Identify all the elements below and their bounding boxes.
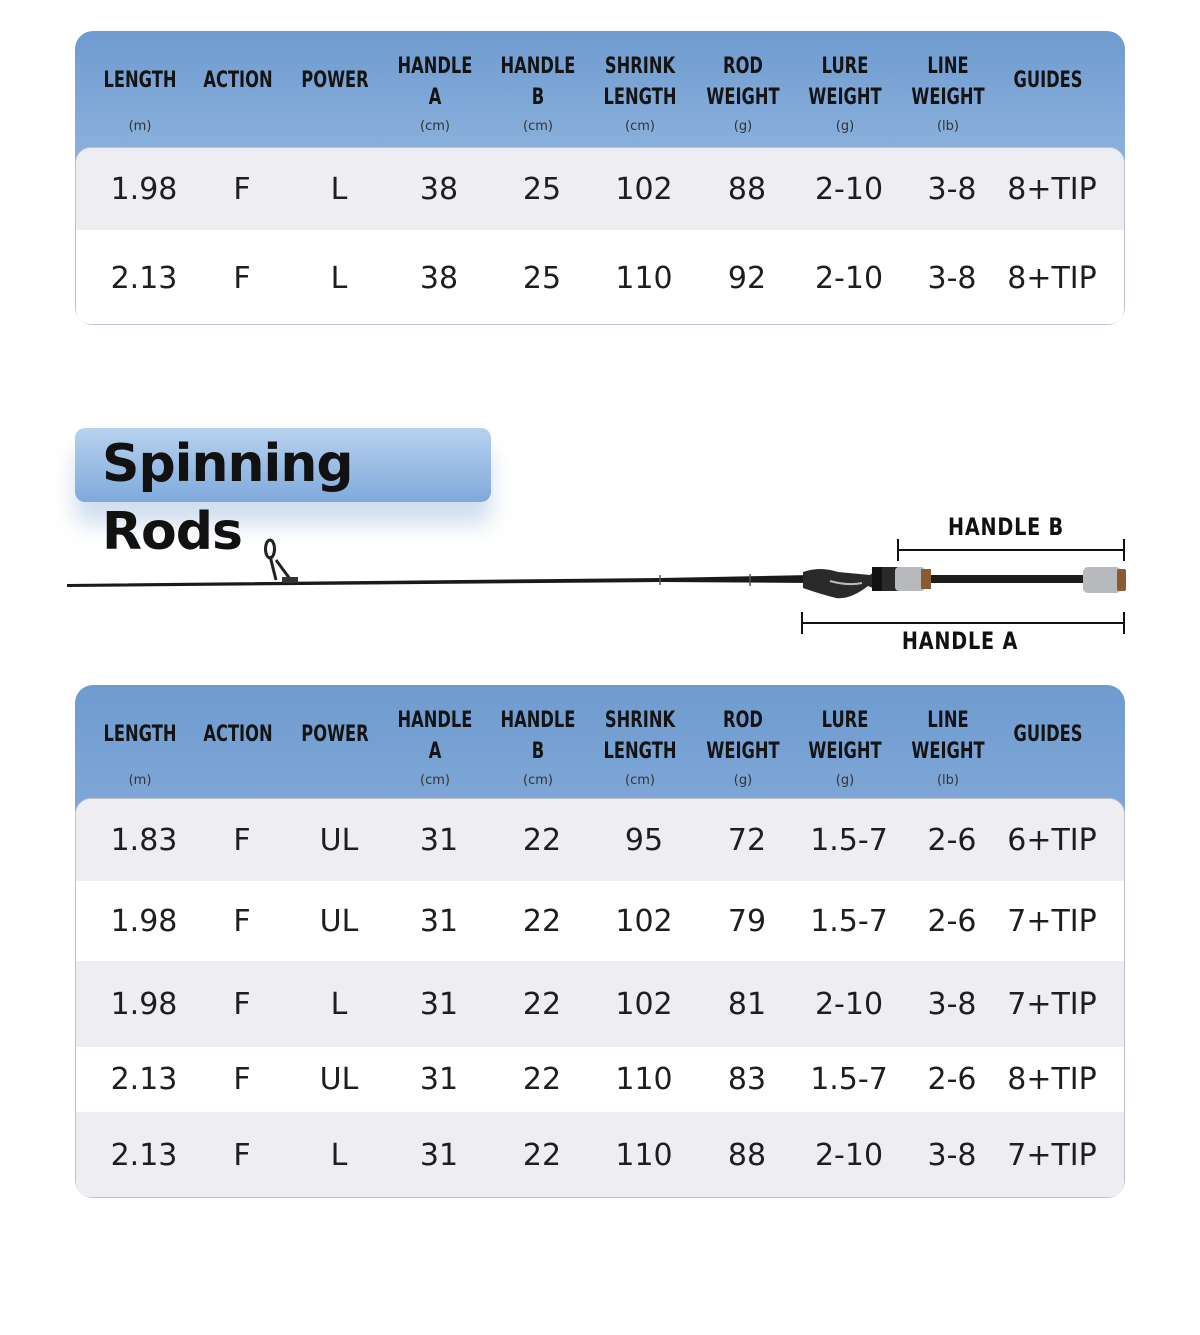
table-cell: 7+TIP — [1007, 903, 1097, 939]
section-title-badge — [75, 428, 491, 562]
table-cell: F — [233, 171, 251, 207]
table-cell: 31 — [419, 822, 459, 858]
table-cell: 1.5-7 — [810, 1062, 888, 1097]
table-row — [76, 148, 1124, 230]
column-header — [998, 31, 1098, 147]
table-cell: 110 — [615, 1062, 673, 1097]
spec-table-bottom — [75, 685, 1125, 1198]
column-header-unit: (g) — [835, 119, 855, 134]
column-header-label: LURE WEIGHT — [808, 708, 882, 764]
column-header-label: ACTION — [203, 722, 273, 747]
table-header — [75, 685, 1125, 801]
column-header — [90, 685, 190, 801]
column-header-label: HANDLE A — [397, 708, 473, 764]
column-header-unit: (lb) — [936, 773, 959, 788]
column-header — [188, 685, 288, 801]
column-header-label: POWER — [301, 722, 369, 747]
column-header-unit: (cm) — [523, 119, 553, 134]
table-cell: 2-10 — [814, 171, 884, 207]
handle-shaft — [931, 575, 1085, 583]
table-cell: 8+TIP — [1007, 260, 1097, 296]
column-header-unit: (m) — [128, 119, 152, 134]
column-header — [898, 685, 998, 801]
column-header — [285, 685, 385, 801]
table-cell: 81 — [727, 986, 767, 1022]
table-cell: 31 — [419, 1137, 459, 1173]
column-header-unit: (cm) — [523, 773, 553, 788]
table-cell: F — [233, 903, 251, 939]
column-header-label: SHRINK LENGTH — [603, 54, 677, 110]
table-cell: 7+TIP — [1007, 986, 1097, 1022]
rod-diagram — [0, 530, 1200, 640]
rod-blank — [67, 574, 810, 587]
column-header-unit: (g) — [733, 773, 753, 788]
spec-table-top — [75, 31, 1125, 325]
table-cell: 38 — [419, 171, 459, 207]
table-cell: 1.98 — [110, 986, 178, 1022]
column-header — [488, 31, 588, 147]
column-header-label: LENGTH — [103, 722, 177, 747]
table-cell: L — [330, 260, 348, 296]
handle-a-dimension — [802, 612, 1124, 634]
column-header-unit: (m) — [128, 773, 152, 788]
table-cell: 2-10 — [814, 1137, 884, 1173]
column-header — [285, 31, 385, 147]
column-header — [488, 685, 588, 801]
table-cell: 3-8 — [927, 1137, 977, 1173]
table-row — [76, 961, 1124, 1047]
table-cell: 1.83 — [110, 822, 178, 858]
column-header-label: ACTION — [203, 68, 273, 93]
table-cell: 83 — [727, 1062, 767, 1097]
column-header-unit: (lb) — [936, 119, 959, 134]
table-body — [75, 147, 1125, 325]
reel-seat — [803, 567, 900, 598]
column-header-unit: (g) — [835, 773, 855, 788]
column-header-label: HANDLE B — [500, 708, 576, 764]
table-cell: 1.98 — [110, 171, 178, 207]
table-cell: 31 — [419, 903, 459, 939]
table-cell: 22 — [522, 822, 562, 858]
column-header — [188, 31, 288, 147]
table-cell: L — [330, 1137, 348, 1173]
table-cell: 110 — [615, 260, 673, 296]
table-cell: 38 — [419, 260, 459, 296]
column-header-unit: (cm) — [420, 119, 450, 134]
table-cell: 31 — [419, 986, 459, 1022]
table-cell: 1.98 — [110, 903, 178, 939]
table-cell: 25 — [522, 260, 562, 296]
table-body — [75, 798, 1125, 1198]
column-header — [590, 685, 690, 801]
table-cell: 7+TIP — [1007, 1137, 1097, 1173]
column-header-unit: (cm) — [625, 773, 655, 788]
table-cell: 88 — [727, 171, 767, 207]
table-cell: UL — [319, 822, 359, 858]
table-row — [76, 1047, 1124, 1112]
section-title: Spinning Rods — [102, 434, 353, 562]
table-header — [75, 31, 1125, 147]
column-header-label: SHRINK LENGTH — [603, 708, 677, 764]
handle-b-label: HANDLE B — [947, 513, 1064, 541]
column-header — [693, 685, 793, 801]
table-cell: UL — [319, 1062, 359, 1097]
column-header-label: LURE WEIGHT — [808, 54, 882, 110]
table-cell: 1.5-7 — [810, 822, 888, 858]
column-header-label: GUIDES — [1013, 722, 1083, 747]
table-cell: 2.13 — [110, 260, 178, 296]
table-cell: F — [233, 1137, 251, 1173]
table-cell: 8+TIP — [1007, 171, 1097, 207]
column-header — [693, 31, 793, 147]
table-cell: 6+TIP — [1007, 822, 1097, 858]
table-cell: 102 — [615, 171, 673, 207]
table-row — [76, 1112, 1124, 1198]
table-row — [76, 881, 1124, 961]
table-cell: 22 — [522, 1137, 562, 1173]
table-cell: L — [330, 986, 348, 1022]
column-header — [385, 31, 485, 147]
table-cell: 88 — [727, 1137, 767, 1173]
table-cell: 2.13 — [110, 1137, 178, 1173]
table-cell: 95 — [624, 822, 664, 858]
table-cell: 79 — [727, 903, 767, 939]
table-cell: 2-10 — [814, 260, 884, 296]
table-cell: 102 — [615, 903, 673, 939]
column-header-label: HANDLE B — [500, 54, 576, 110]
column-header — [385, 685, 485, 801]
column-header-label: ROD WEIGHT — [706, 54, 780, 110]
table-cell: 3-8 — [927, 171, 977, 207]
table-cell: F — [233, 822, 251, 858]
handle-b-dimension — [898, 539, 1124, 561]
table-cell: F — [233, 986, 251, 1022]
column-header-label: LENGTH — [103, 68, 177, 93]
table-cell: UL — [319, 903, 359, 939]
table-cell: 102 — [615, 986, 673, 1022]
table-cell: L — [330, 171, 348, 207]
table-cell: 22 — [522, 1062, 562, 1097]
column-header-label: LINE WEIGHT — [911, 54, 985, 110]
tip-guide — [266, 540, 299, 583]
table-cell: 2-10 — [814, 986, 884, 1022]
table-cell: 110 — [615, 1137, 673, 1173]
table-cell: 3-8 — [927, 986, 977, 1022]
column-header-unit: (cm) — [420, 773, 450, 788]
column-header-label: HANDLE A — [397, 54, 473, 110]
table-cell: 3-8 — [927, 260, 977, 296]
table-cell: 2-6 — [927, 822, 977, 858]
column-header — [898, 31, 998, 147]
rear-grip — [1083, 567, 1126, 593]
table-cell: F — [233, 1062, 251, 1097]
fore-grip — [895, 567, 931, 591]
table-cell: 22 — [522, 903, 562, 939]
column-header-unit: (g) — [733, 119, 753, 134]
table-cell: 2-6 — [927, 903, 977, 939]
table-cell: 25 — [522, 171, 562, 207]
table-cell: 92 — [727, 260, 767, 296]
table-row — [76, 230, 1124, 325]
column-header — [795, 685, 895, 801]
column-header — [590, 31, 690, 147]
column-header — [998, 685, 1098, 801]
column-header-unit: (cm) — [625, 119, 655, 134]
column-header — [795, 31, 895, 147]
handle-a-label: HANDLE A — [901, 627, 1019, 655]
column-header-label: LINE WEIGHT — [911, 708, 985, 764]
table-cell: 2-6 — [927, 1062, 977, 1097]
table-cell: 1.5-7 — [810, 903, 888, 939]
table-cell: 31 — [419, 1062, 459, 1097]
table-cell: 72 — [727, 822, 767, 858]
column-header-label: ROD WEIGHT — [706, 708, 780, 764]
table-cell: 8+TIP — [1007, 1062, 1097, 1097]
table-cell: F — [233, 260, 251, 296]
table-cell: 22 — [522, 986, 562, 1022]
table-cell: 2.13 — [110, 1062, 178, 1097]
column-header-label: GUIDES — [1013, 68, 1083, 93]
column-header — [90, 31, 190, 147]
column-header-label: POWER — [301, 68, 369, 93]
table-row — [76, 799, 1124, 881]
